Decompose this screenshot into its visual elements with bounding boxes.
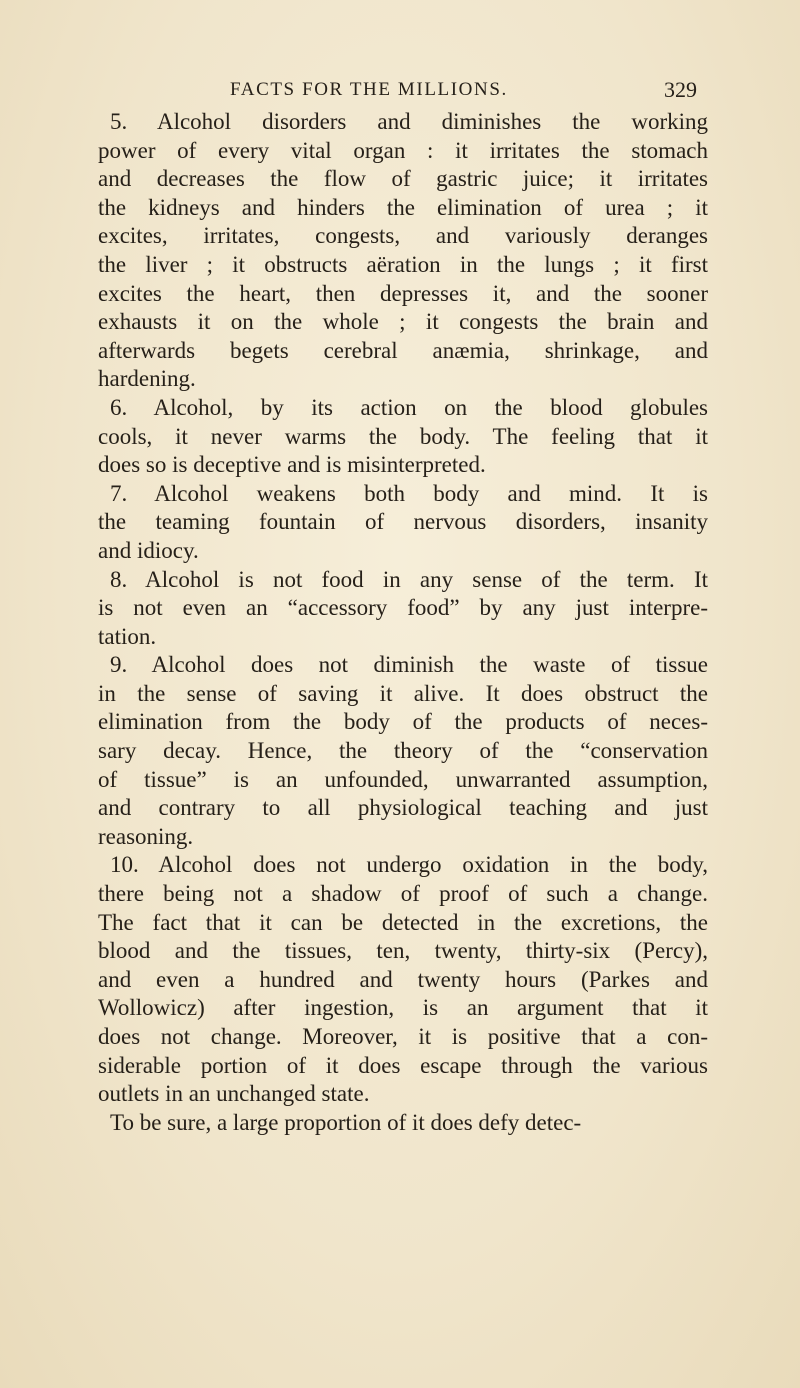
- text-line: 10. Alcohol does not undergo oxidation in the body,: [110, 852, 708, 878]
- text-line: 5. Alcohol disorders and diminishes the working: [110, 109, 708, 134]
- text-line: does so is deceptive and is misinterpreted.: [98, 452, 486, 478]
- paragraph: [98, 480, 708, 566]
- text-line: power of every vital organ : it irritates the stomach: [98, 137, 708, 163]
- text-line: sary decay. Hence, the theory of the “conservation: [98, 738, 708, 764]
- text-line: hardening.: [98, 366, 196, 392]
- text-line: excites, irritates, congests, and variously deranges: [98, 223, 708, 249]
- text-line: is not even an “accessory food” by any just interpre-: [98, 595, 708, 621]
- paragraph: [98, 394, 708, 480]
- text-line: the liver ; it obstructs aëration in the lungs ; it first: [98, 251, 708, 277]
- paragraph: [98, 1109, 708, 1138]
- text-line: the kidneys and hinders the elimination of urea ; it: [98, 194, 708, 220]
- paragraph: [98, 566, 708, 652]
- running-header: [0, 78, 800, 112]
- text-line: cools, it never warms the body. The feeling that it: [98, 423, 708, 449]
- text-line: elimination from the body of the products of neces-: [98, 709, 708, 735]
- text-line: exhausts it on the whole ; it congests the brain and: [98, 309, 708, 335]
- text-line: blood and the tissues, ten, twenty, thirty-six (Percy),: [98, 938, 708, 964]
- text-line: siderable portion of it does escape through the various: [98, 1052, 708, 1078]
- paragraph: [98, 651, 708, 851]
- text-line: there being not a shadow of proof of such a change.: [98, 881, 708, 907]
- text-line: 6. Alcohol, by its action on the blood globules: [110, 394, 708, 420]
- text-line: To be sure, a large proportion of it does defy detec-: [110, 1109, 582, 1135]
- text-line: afterwards begets cerebral anæmia, shrinkage, and: [98, 337, 708, 363]
- paragraph: [98, 851, 708, 1108]
- text-line: tation.: [98, 623, 157, 649]
- text-line: and idiocy.: [98, 537, 199, 563]
- text-line: 9. Alcohol does not diminish the waste of tissue: [110, 652, 708, 678]
- text-line: excites the heart, then depresses it, and the sooner: [98, 280, 708, 306]
- text-line: and decreases the flow of gastric juice; it irritates: [98, 166, 708, 192]
- text-line: in the sense of saving it alive. It does obstruct the: [98, 680, 708, 706]
- text-line: Wollowicz) after ingestion, is an argument that it: [98, 995, 708, 1021]
- body-text: [98, 108, 708, 1137]
- page-number: 329: [664, 77, 697, 102]
- running-title: FACTS FOR THE MILLIONS.: [230, 79, 508, 100]
- paragraph: [98, 108, 708, 394]
- text-line: does not change. Moreover, it is positive that a con-: [98, 1024, 708, 1049]
- text-line: 7. Alcohol weakens both body and mind. It is: [110, 480, 708, 506]
- text-line: The fact that it can be detected in the excretions, the: [98, 909, 708, 935]
- text-line: reasoning.: [98, 823, 194, 849]
- text-line: of tissue” is an unfounded, unwarranted assumption,: [98, 766, 708, 792]
- text-line: and even a hundred and twenty hours (Parkes and: [98, 966, 708, 992]
- text-line: outlets in an unchanged state.: [98, 1081, 370, 1107]
- text-line: and contrary to all physiological teaching and just: [98, 795, 708, 821]
- text-line: the teaming fountain of nervous disorders, insanity: [98, 509, 708, 535]
- text-line: 8. Alcohol is not food in any sense of the term. It: [110, 566, 708, 592]
